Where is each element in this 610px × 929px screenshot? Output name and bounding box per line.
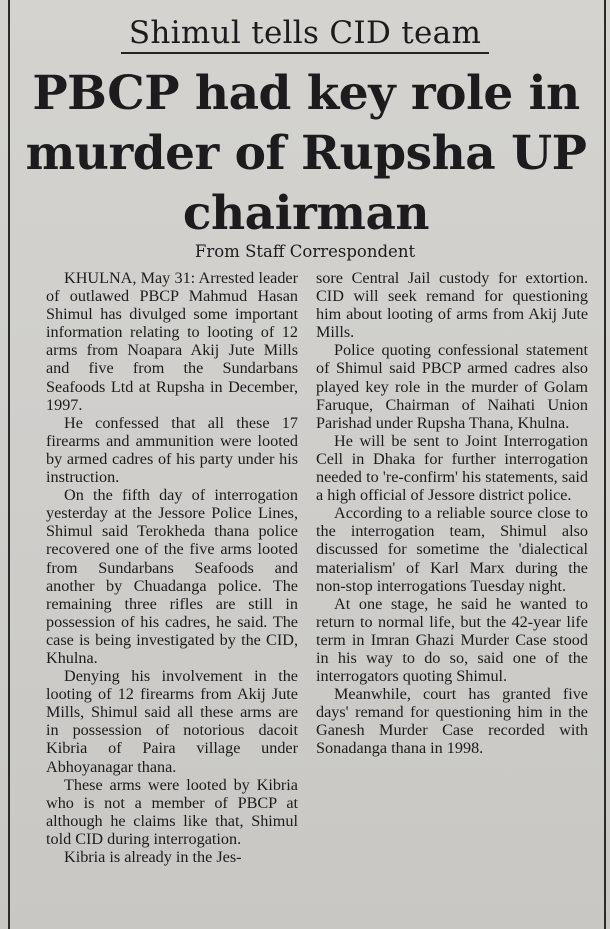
right-border-rule bbox=[604, 0, 606, 929]
paragraph: At one stage, he said he wanted to return to normal life, but the 42-year life term in Imran Ghazi Murder Case stood in his way to do so, said one of the interrogators quoting Shimul. bbox=[316, 594, 588, 686]
left-border-rule bbox=[8, 0, 10, 929]
paragraph: According to a reliable source close to the interrogation team, Shimul also discussed for sometime the 'dialectical materialism' of Karl Marx during the non-stop interrogations Tuesday night. bbox=[316, 504, 588, 595]
main-headline: PBCP had key role in murder of Rupsha UP chairman bbox=[25, 66, 587, 241]
paragraph: Meanwhile, court has granted five days' remand for questioning him in the Ganesh Murder Case recorded with Sonadanga thana in 1998. bbox=[316, 685, 588, 758]
paragraph: These arms were looted by Kibria who is not a member of PBCP at although he claims like that, Shimul told CID during interrogation. bbox=[46, 775, 298, 848]
paragraph: On the fifth day of interrogation yesterday at the Jessore Police Lines, Shimul said Terokheda thana police recovered one of the five arms looted from Sundarbans Seafoods and another by Chuadanga police. The remaining three rifles are still in possession of his cadres, he said. The case is being investigated by the CID, Khulna. bbox=[46, 486, 298, 667]
article-column-right bbox=[316, 269, 588, 758]
kicker-headline: Shimul tells CID team bbox=[121, 14, 489, 54]
paragraph: He will be sent to Joint Interrogation Cell in Dhaka for further interrogation needed to 're-confirm' his statements, said a high official of Jessore district police. bbox=[316, 431, 588, 505]
kicker-row bbox=[0, 14, 610, 54]
article-column-left bbox=[46, 269, 298, 866]
paragraph: Police quoting confessional statement of Shimul said PBCP armed cadres also played key role in the murder of Golam Faruque, Chairman of Naihati Union Parishad under Rupsha Thana, Khulna. bbox=[316, 341, 588, 432]
paragraph-continuation: sore Central Jail custody for extortion. CID will seek remand for questioning him about looting of arms from Akij Jute Mills. bbox=[316, 269, 588, 342]
byline: From Staff Correspondent bbox=[194, 242, 416, 261]
paragraph: Denying his involvement in the looting of 12 firearms from Akij Jute Mills, Shimul said all these arms are in possession of notorious dacoit Kibria of Paira village under Abhoyanagar thana. bbox=[46, 667, 298, 776]
paragraph: He confessed that all these 17 firearms and ammunition were looted by armed cadres of his party under his instruction. bbox=[46, 413, 298, 487]
paragraph: KHULNA, May 31: Arrested leader of outlawed PBCP Mahmud Hasan Shimul has divulged some important information relating to looting of 12 arms from Noapara Akij Jute Mills and five from the Sundarbans Seafoods Ltd at Rupsha in December, 1997. bbox=[46, 269, 298, 414]
paragraph: Kibria is already in the Jes- bbox=[64, 848, 242, 866]
